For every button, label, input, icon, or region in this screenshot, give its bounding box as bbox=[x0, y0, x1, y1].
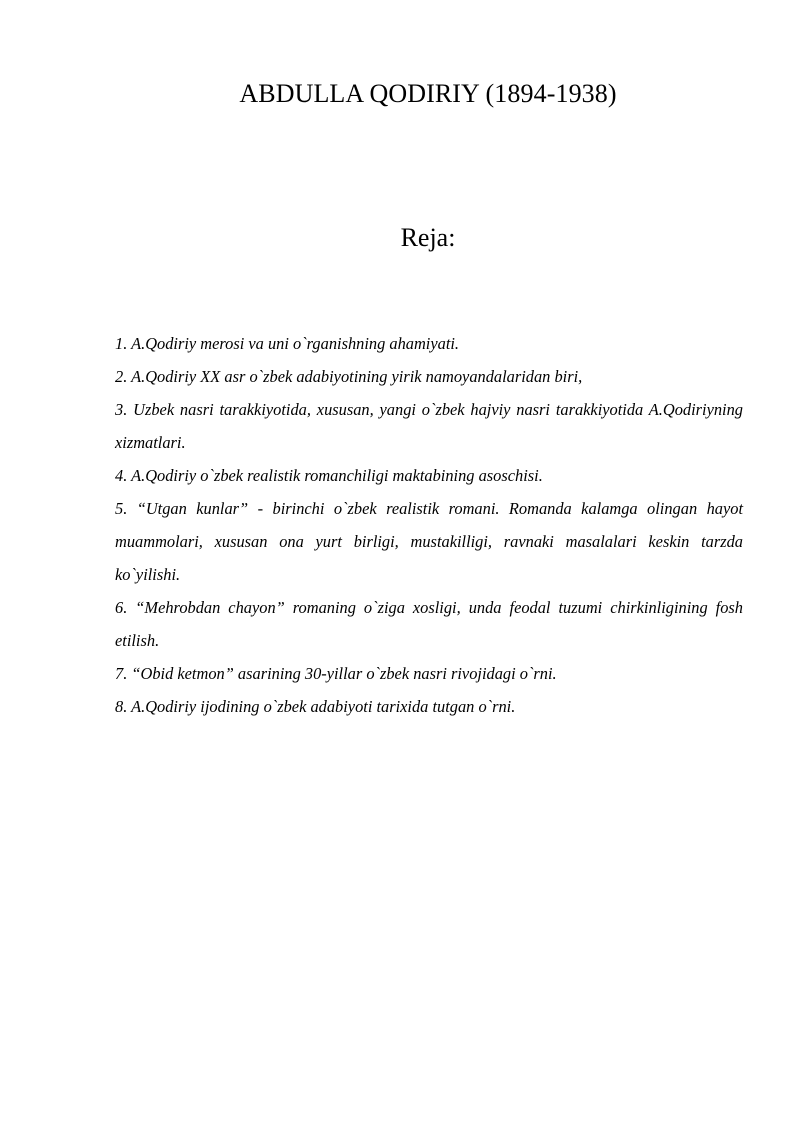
plan-item: 4. A.Qodiriy o`zbek realistik romanchiligi maktabining asoschisi. bbox=[115, 466, 543, 485]
plan-item: 8. A.Qodiriy ijodining o`zbek adabiyoti tarixida tutgan o`rni. bbox=[115, 697, 516, 716]
plan-item: 3. Uzbek nasri tarakkiyotida, xususan, yangi o`zbek hajviy nasri tarakkiyotida A.Qodiriyning xizmatlari. bbox=[115, 400, 743, 452]
plan-item: 6. “Mehrobdan chayon” romaning o`ziga xosligi, unda feodal tuzumi chirkinligining fosh etilish. bbox=[115, 598, 743, 650]
plan-heading: Reja: bbox=[400, 223, 456, 252]
plan-item: 1. A.Qodiriy merosi va uni o`rganishning ahamiyati. bbox=[115, 334, 460, 353]
page-title: ABDULLA QODIRIY (1894-1938) bbox=[239, 79, 617, 108]
plan-item: 7. “Obid ketmon” asarining 30-yillar o`zbek nasri rivojidagi o`rni. bbox=[115, 664, 557, 683]
plan-list bbox=[115, 327, 743, 723]
plan-item: 2. A.Qodiriy XX asr o`zbek adabiyotining yirik namoyandalaridan biri, bbox=[115, 367, 583, 386]
plan-item: 5. “Utgan kunlar” - birinchi o`zbek realistik romani. Romanda kalamga olingan hayot muammolari, xususan ona yurt birligi, mustakilligi, ravnaki masalalari keskin tarzda ko`yilishi. bbox=[115, 499, 743, 584]
